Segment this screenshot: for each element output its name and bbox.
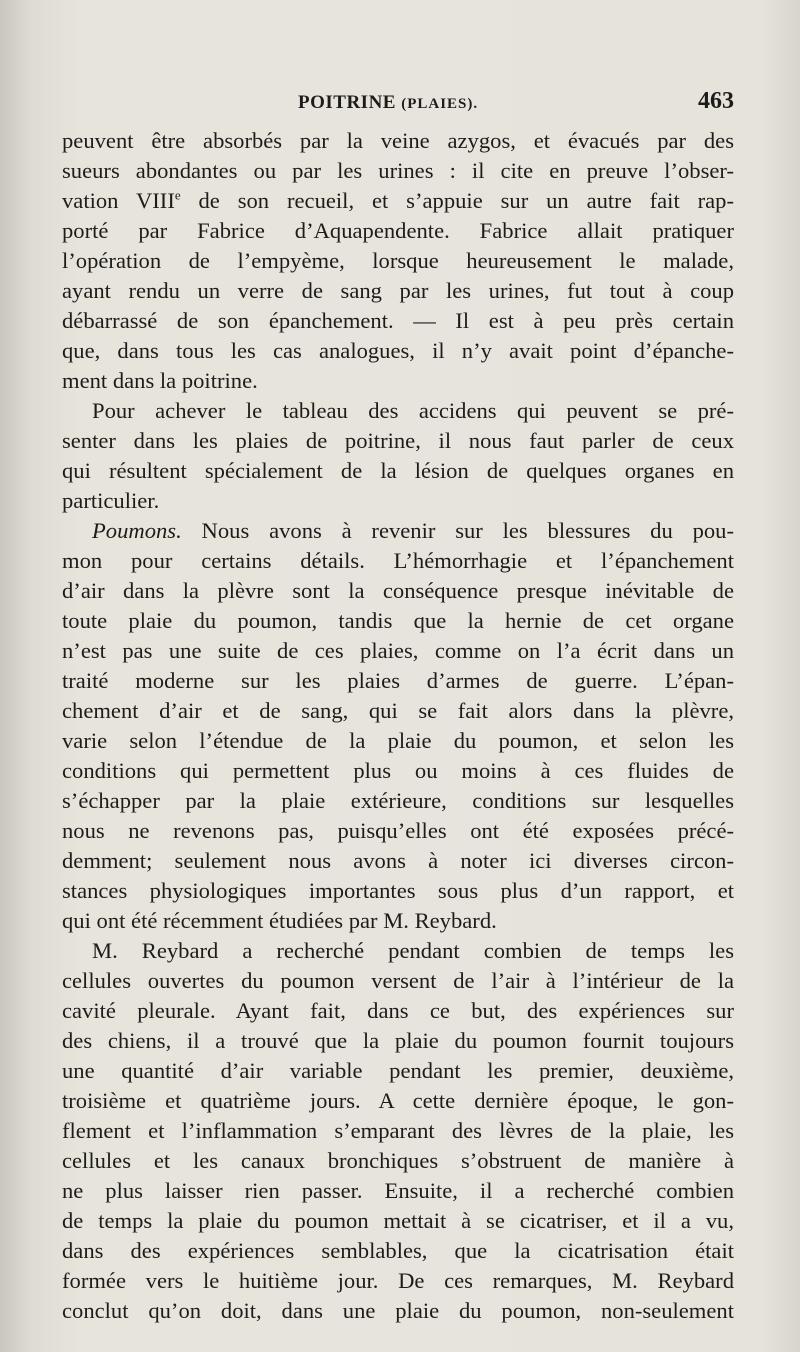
- text-line: s’échapper par la plaie extérieure, conditions sur lesquelles: [62, 788, 734, 813]
- running-title: [298, 92, 478, 114]
- text-line: Poumons. Nous avons à revenir sur les blessures du pou-: [92, 518, 734, 543]
- text-line: peuvent être absorbés par la veine azygos, et évacués par des: [62, 128, 734, 153]
- text-line: ayant rendu un verre de sang par les urines, fut tout à coup: [62, 278, 734, 303]
- text-line: débarrassé de son épanchement. — Il est à peu près certain: [62, 308, 734, 333]
- text-line: n’est pas une suite de ces plaies, comme on l’a écrit dans un: [62, 638, 734, 663]
- text-line: nous ne revenons pas, puisqu’elles ont été exposées précé-: [62, 818, 734, 843]
- section-term: Poumons.: [92, 518, 182, 543]
- running-title-paren: (PLAIES).: [401, 96, 479, 112]
- text-line: conditions qui permettent plus ou moins à ces fluides de: [62, 758, 734, 783]
- page-header: [62, 88, 734, 120]
- text-line: chement d’air et de sang, qui se fait alors dans la plèvre,: [62, 698, 734, 723]
- text-line: conclut qu’on doit, dans une plaie du poumon, non-seulement: [62, 1298, 734, 1323]
- text-line: varie selon l’étendue de la plaie du poumon, et selon les: [62, 728, 734, 753]
- text-line: toute plaie du poumon, tandis que la hernie de cet organe: [62, 608, 734, 633]
- superscript: e: [174, 187, 181, 203]
- text-line: une quantité d’air variable pendant les premier, deuxième,: [62, 1058, 734, 1083]
- text-line: formée vers le huitième jour. De ces remarques, M. Reybard: [62, 1268, 734, 1293]
- text-line: porté par Fabrice d’Aquapendente. Fabrice allait pratiquer: [62, 218, 734, 243]
- text-line: de temps la plaie du poumon mettait à se cicatriser, et il a vu,: [62, 1208, 734, 1233]
- roman-numeral: vation VIII: [62, 188, 175, 213]
- text-line: l’opération de l’empyème, lorsque heureusement le malade,: [62, 248, 734, 273]
- text-line: que, dans tous les cas analogues, il n’y avait point d’épanche-: [62, 338, 734, 363]
- text-line: traité moderne sur les plaies d’armes de guerre. L’épan-: [62, 668, 734, 693]
- text-line: des chiens, il a trouvé que la plaie du poumon fournit toujours: [62, 1028, 734, 1053]
- running-title-main: POITRINE: [298, 92, 396, 113]
- text-line: qui ont été récemment étudiées par M. Reybard.: [62, 908, 497, 933]
- text-line: stances physiologiques importantes sous plus d’un rapport, et: [62, 878, 734, 903]
- text-line: flement et l’inflammation s’emparant des lèvres de la plaie, les: [62, 1118, 734, 1143]
- text-line: particulier.: [62, 488, 160, 513]
- page-number: 463: [698, 88, 734, 114]
- text-line: ment dans la poitrine.: [62, 368, 258, 393]
- text-line: qui résultent spécialement de la lésion de quelques organes en: [62, 458, 734, 483]
- text-line: vation VIIIe de son recueil, et s’appuie sur un autre fait rap-: [62, 187, 734, 213]
- text-line: d’air dans la plèvre sont la conséquence presque inévitable de: [62, 578, 734, 603]
- text-line: senter dans les plaies de poitrine, il nous faut parler de ceux: [62, 428, 734, 453]
- text-line: ne plus laisser rien passer. Ensuite, il a recherché combien: [62, 1178, 734, 1203]
- text-line: Pour achever le tableau des accidens qui peuvent se pré-: [92, 398, 734, 423]
- text-line: dans des expériences semblables, que la cicatrisation était: [62, 1238, 734, 1263]
- text-line: troisième et quatrième jours. A cette dernière époque, le gon-: [62, 1088, 734, 1113]
- text-line: cellules et les canaux bronchiques s’obstruent de manière à: [62, 1148, 734, 1173]
- text-line: cavité pleurale. Ayant fait, dans ce but, des expériences sur: [62, 998, 734, 1023]
- text-line: M. Reybard a recherché pendant combien de temps les: [92, 938, 734, 963]
- text-line: mon pour certains détails. L’hémorrhagie et l’épanchement: [62, 548, 734, 573]
- text-line: demment; seulement nous avons à noter ici diverses circon-: [62, 848, 734, 873]
- page-body: [62, 126, 734, 1326]
- text-line: cellules ouvertes du poumon versent de l’air à l’intérieur de la: [62, 968, 734, 993]
- text-line: sueurs abondantes ou par les urines : il cite en preuve l’obser-: [62, 158, 734, 183]
